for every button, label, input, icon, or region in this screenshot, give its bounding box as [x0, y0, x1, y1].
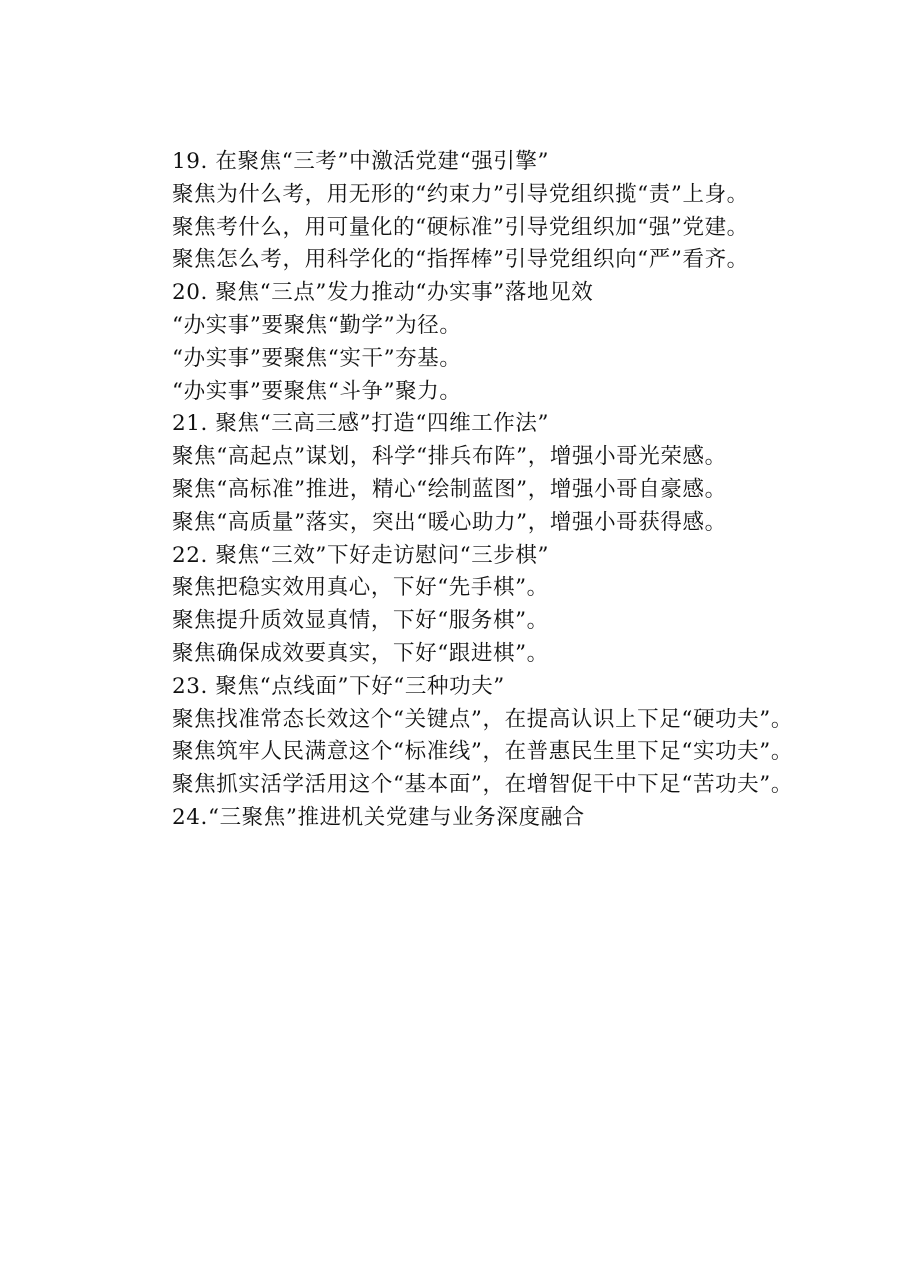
paragraph: 聚焦“高质量”落实，突出“暖心助力”，增强小哥获得感。: [172, 509, 727, 535]
section-heading-22: 22. 聚焦“三效”下好走访慰问“三步棋”: [172, 542, 550, 568]
paragraph: 聚焦“高起点”谋划，科学“排兵布阵”，增强小哥光荣感。: [172, 444, 727, 470]
section-heading-23: 23. 聚焦“点线面”下好“三种功夫”: [172, 673, 505, 699]
document-body: [124, 146, 796, 835]
section-heading-21: 21. 聚焦“三高三感”打造“四维工作法”: [172, 411, 550, 437]
paragraph: 聚焦提升质效显真情，下好“服务棋”。: [172, 608, 549, 634]
paragraph: “办实事”要聚焦“实干”夯基。: [172, 345, 462, 371]
paragraph: 聚焦筑牢人民满意这个“标准线”，在普惠民生里下足“实功夫”。: [172, 739, 793, 765]
paragraph: 聚焦“高标准”推进，精心“绘制蓝图”，增强小哥自豪感。: [172, 476, 727, 502]
paragraph: 聚焦把稳实效用真心，下好“先手棋”。: [172, 575, 549, 601]
section-heading-24: 24.“三聚焦”推进机关党建与业务深度融合: [172, 804, 585, 830]
section-heading-19: 19. 在聚焦“三考”中激活党建“强引擎”: [172, 149, 550, 174]
paragraph: 聚焦找准常态长效这个“关键点”，在提高认识上下足“硬功夫”。: [172, 706, 793, 732]
paragraph: 聚焦怎么考，用科学化的“指挥棒”引导党组织向“严”看齐。: [172, 247, 749, 273]
section-heading-20: 20. 聚焦“三点”发力推动“办实事”落地见效: [172, 280, 594, 306]
paragraph: “办实事”要聚焦“斗争”聚力。: [172, 378, 462, 404]
paragraph: 聚焦考什么，用可量化的“硬标准”引导党组织加“强”党建。: [172, 214, 749, 240]
paragraph: 聚焦抓实活学活用这个“基本面”，在增智促干中下足“苦功夫”。: [172, 772, 793, 798]
paragraph: 聚焦确保成效要真实，下好“跟进棋”。: [172, 640, 549, 666]
paragraph: “办实事”要聚焦“勤学”为径。: [172, 312, 462, 338]
paragraph: 聚焦为什么考，用无形的“约束力”引导党组织揽“责”上身。: [172, 181, 749, 207]
